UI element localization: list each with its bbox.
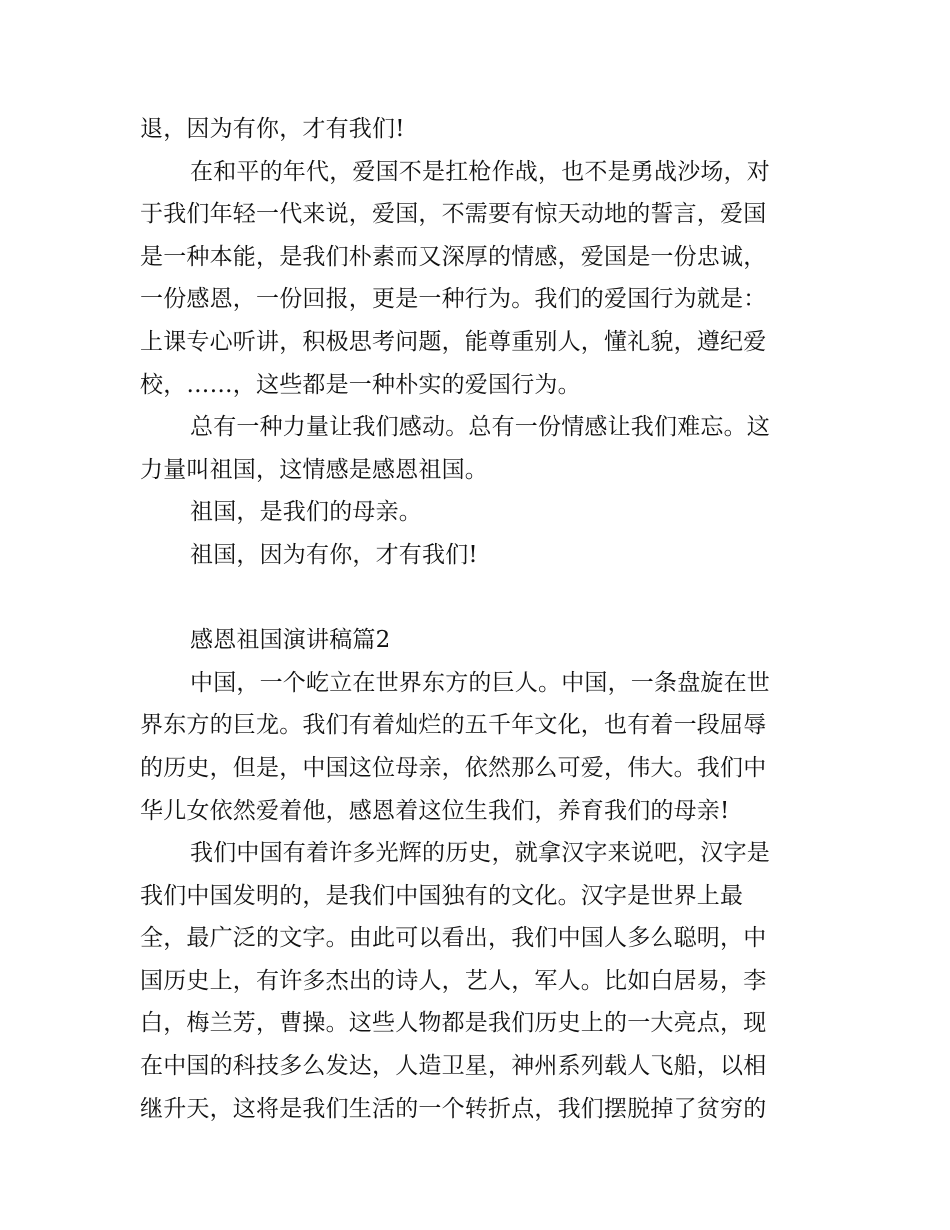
paragraph-line: 一份感恩，一份回报，更是一种行为。我们的爱国行为就是： xyxy=(140,286,767,313)
paragraph-line: 国历史上，有许多杰出的诗人，艺人，军人。比如白居易，李 xyxy=(140,967,767,994)
paragraph-line: 于我们年轻一代来说，爱国，不需要有惊天动地的誓言，爱国 xyxy=(140,201,767,228)
paragraph-line: 在和平的年代，爱国不是扛枪作战，也不是勇战沙场，对 xyxy=(190,158,770,185)
paragraph-line: 校，……，这些都是一种朴实的爱国行为。 xyxy=(140,371,581,398)
paragraph-line: 白，梅兰芳，曹操。这些人物都是我们历史上的一大亮点，现 xyxy=(140,1010,767,1037)
document-body xyxy=(140,108,812,1130)
paragraph-line: 继升天，这将是我们生活的一个转折点，我们摆脱掉了贫穷的 xyxy=(140,1095,767,1122)
paragraph-line: 在中国的科技多么发达，人造卫星，神州系列载人飞船，以相 xyxy=(140,1053,767,1080)
paragraph-line: 的历史，但是，中国这位母亲，依然那么可爱，伟大。我们中 xyxy=(140,754,767,781)
paragraph-line: 我们中国有着许多光辉的历史，就拿汉字来说吧，汉字是 xyxy=(190,840,770,867)
paragraph-line: 总有一种力量让我们感动。总有一份情感让我们难忘。这 xyxy=(190,414,770,441)
paragraph-line: 全，最广泛的文字。由此可以看出，我们中国人多么聪明，中 xyxy=(140,925,767,952)
paragraph-line: 是一种本能，是我们朴素而又深厚的情感，爱国是一份忠诚， xyxy=(140,243,767,270)
paragraph-line: 我们中国发明的，是我们中国独有的文化。汉字是世界上最 xyxy=(140,882,744,909)
section-heading: 感恩祖国演讲稿篇2 xyxy=(190,627,391,654)
paragraph-line: 退，因为有你，才有我们! xyxy=(140,116,405,142)
paragraph-line: 界东方的巨龙。我们有着灿烂的五千年文化，也有着一段屈辱 xyxy=(140,712,767,739)
paragraph-line: 中国，一个屹立在世界东方的巨人。中国，一条盘旋在世 xyxy=(190,669,770,696)
paragraph-line: 力量叫祖国，这情感是感恩祖国。 xyxy=(140,456,488,483)
paragraph-line: 上课专心听讲，积极思考问题，能尊重别人，懂礼貌，遵纪爱 xyxy=(140,328,767,355)
paragraph-line: 华儿女依然爱着他，感恩着这位生我们，养育我们的母亲! xyxy=(140,797,730,824)
blank-line xyxy=(140,577,812,620)
paragraph-line: 祖国，是我们的母亲。 xyxy=(190,499,422,526)
paragraph-line: 祖国，因为有你，才有我们! xyxy=(190,541,478,568)
